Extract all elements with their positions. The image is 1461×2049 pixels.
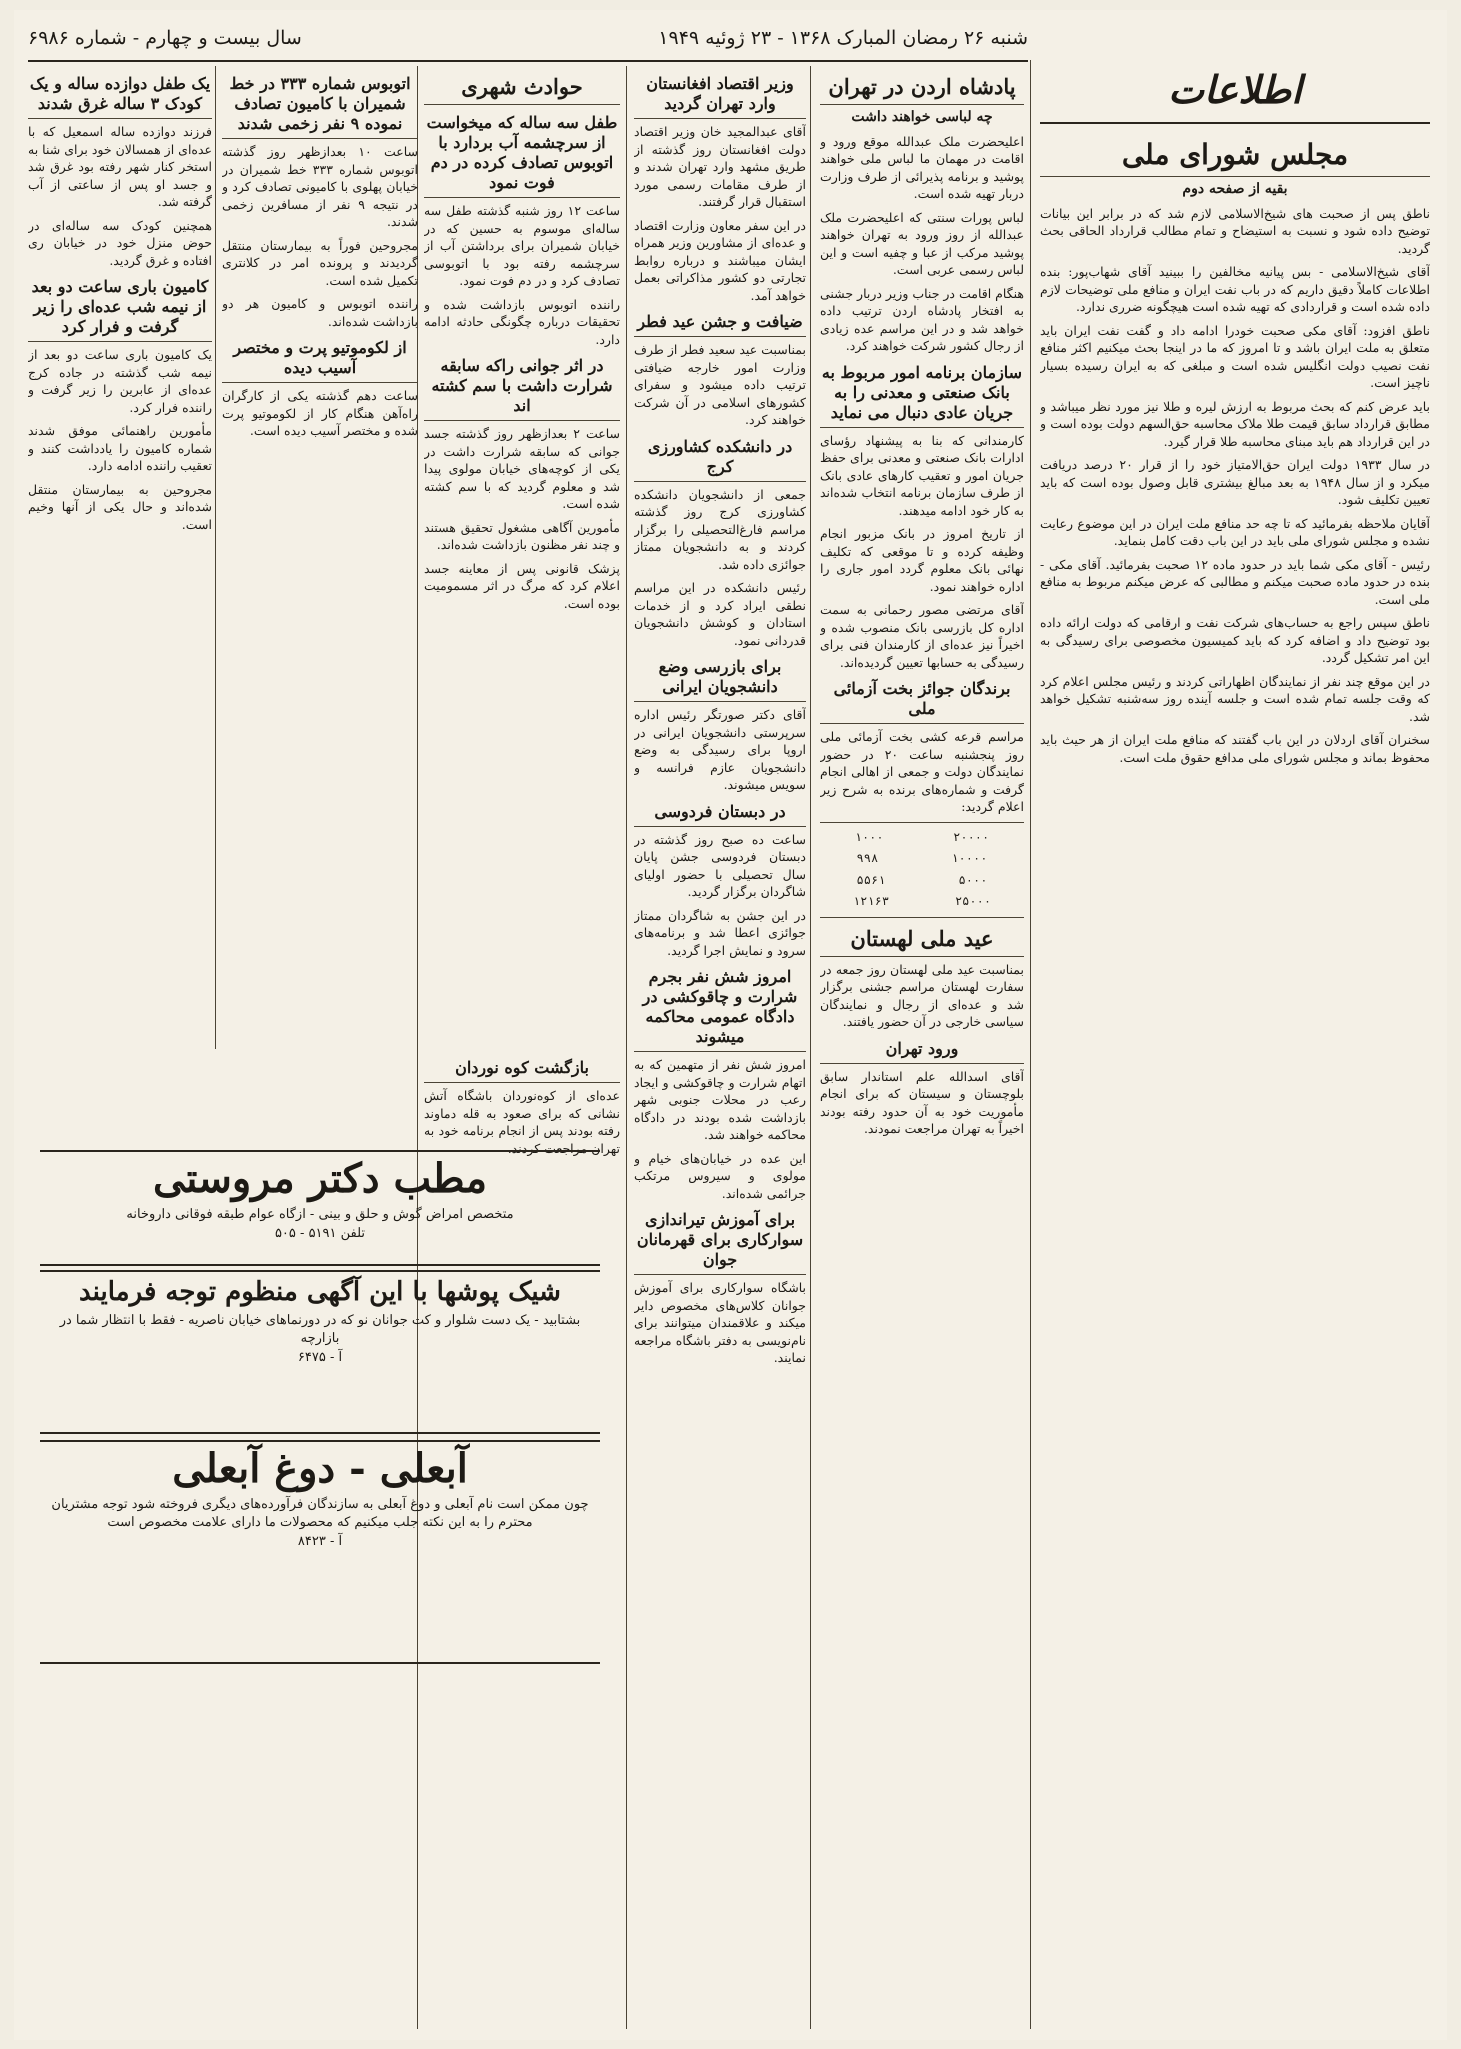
article-paragraph: آقایان ملاحظه بفرمائید که تا چه حد منافع ملت ایران در این موضوع رعایت نشده و مجلس شورای ملی باید در این باب دقت کامل بنماید. [1040,515,1430,548]
article-paragraph: در این جشن به شاگردان ممتاز جوائزی اعطا شد و برنامه‌های سرود و نمایش اجرا گردید. [634,907,806,958]
article-paragraph: امروز شش نفر از متهمین که به اتهام شرارت و چاقوکشی و ایجاد رعب در محلات جنوبی شهر بازداشت شده بودند در دادگاه محاکمه خواهند شد. [634,1057,806,1142]
article-paragraph: سخنران آقای اردلان در این باب گفتند که منافع ملت ایران از هر حیث باید محفوظ بماند و مجلس شورای ملی مدافع حقوق ملت است. [1040,732,1430,765]
ad-clinic-phone: تلفن ۵۱۹۱ - ۵۰۵ [274,1226,366,1241]
lottery-table [820,822,1024,918]
article-paragraph: آقای مرتضی مصور رحمانی به سمت اداره کل بازرسی بانک منصوب شده و اخیراً نیز عده‌ای از کارمندان فنی برای رسیدگی به حسابها تعیین گردیده‌اند. [820,602,1024,670]
article-paragraph: رئیس - آقای مکی شما باید در حدود ماده ۱۲ صحبت بفرمائید. آقای مکی - بنده در حدود ماده صحبت میکنم و مطالبی که عرض میکنم مربوط به منافع ملی است. [1040,556,1430,607]
article-paragraph: آقای عبدالمجید خان وزیر اقتصاد دولت افغانستان روز گذشته از طریق مشهد وارد تهران شدند و از طرف مقامات رسمی مورد استقبال قرار گرفتند. [634,124,806,209]
article-paragraph: یک کامیون باری ساعت دو بعد از نیمه شب گذشته در جاده کرج عده‌ای از عابرین را زیر گرفت و راننده فرار کرد. [28,347,212,415]
article-paragraph: ناطق پس از صحبت های شیخ‌الاسلامی لازم شد که در برابر این بیانات توضیح داده شود و نسبت به استیضاح و تمام مطالب قرارداد الحاقی بحث گردید. [1040,205,1430,256]
article-paragraph: بمناسبت عید ملی لهستان روز جمعه در سفارت لهستان مراسم جشنی برگزار شد و عده‌ای از رجال و نمایندگان سیاسی خارجی در آن حضور یافتند. [820,961,1024,1029]
article-paragraph: هنگام اقامت در جناب وزیر دربار جشنی به افتخار پادشاه اردن ترتیب داده خواهد شد و در این مراسم عده زیادی از رجال کشور شرکت خواهند کرد. [820,285,1024,353]
column-rule [215,66,216,1049]
article-paragraph: باید عرض کنم که بحث مربوط به ارزش لیره و طلا نیز مورد نظر میباشد و مطابق قرارداد سابق قیمت طلا ملاک محاسبه حق‌السهم دولت بوده است و در این قرارداد هم باید مبنای محاسبه طلا قرار گیرد. [1040,398,1430,449]
headline-mountaineers: بازگشت کوه نوردان [424,1058,620,1083]
headline-eid-reception: ضیافت و جشن عید فطر [634,312,806,337]
article-paragraph: مجروحین به بیمارستان منتقل شده‌اند و حال یکی از آنها وخیم است. [28,481,212,532]
article-paragraph: لباس پورات سنتی که اعلیحضرت ملک عبدالله از روز ورود به تهران خواهند پوشید مرکب از عبا و چفیه است و این لباس رسمی عربی است. [820,209,1024,277]
article-paragraph: بمناسبت عید سعید فطر از طرف وزارت امور خارجه ضیافتی ترتیب داده میشود و سفرای کشورهای اسلامی در آن شرکت خواهند کرد. [634,342,806,427]
headline-afghan-minister: وزیر اقتصاد افغانستان وارد تهران گردید [634,74,806,119]
article-paragraph: ساعت ده صبح روز گذشته در دبستان فردوسی جشن پایان سال تحصیلی با حضور اولیای شاگردان برگزار گردید. [634,831,806,899]
column-afghan-minister [634,66,806,2029]
ad-abali-text: چون ممکن است نام آبعلی و دوغ آبعلی به سازندگان فرآورده‌های دیگری فروخته شود توجه مشتریان محترم را به این نکته جلب میکنیم که محصولات ما دارای علامت مخصوص است [51,1497,589,1530]
headline-court: امروز شش نفر بجرم شرارت و چاقوکشی در دادگاه عمومی محاکمه میشوند [634,967,806,1052]
article-paragraph: اعلیحضرت ملک عبدالله موقع ورود و اقامت در مهمان ما لباس ملی خواهند پوشید و برنامه پذیرائی از طرف وزارت دربار تهیه شده است. [820,133,1024,201]
ad-clothing-text: بشتابید - یک دست شلوار و کت جوانان نو که در دورنماهای خیابان ناصریه - فقط با انتظار شما در بازارچه [59,1313,581,1346]
headline-parliament: مجلس شورای ملی [1040,138,1430,177]
article-paragraph: عده‌ای از کوه‌نوردان باشگاه آتش نشانی که برای صعود به قله دماوند رفته بودند پس از انجام برنامه خود به تهران مراجعت کردند. [424,1088,620,1156]
headline-child-bus: طفل سه ساله که میخواست از سرچشمه آب بردارد با اتوبوس تصادف کرده در دم فوت نمود [424,113,620,198]
article-paragraph: آقای اسدالله علم استاندار سابق بلوچستان و سیستان که برای انجام مأموریت خود به آن حدود رفته بودند اخیراً به تهران مراجعت نمودند. [820,1068,1024,1136]
column-bus-accident [222,66,418,1039]
article-paragraph: همچنین کودک سه ساله‌ای در حوض منزل خود در خیابان ری افتاده و غرق گردید. [28,217,212,268]
article-paragraph: در این موقع چند نفر از نمایندگان اظهاراتی کردند و رئیس مجلس اعلام کرد که وقت جلسه تمام شده است و جلسه آینده روز سه‌شنبه تشکیل خواهد شد. [1040,673,1430,724]
headline-locomotive: از لکوموتیو پرت و مختصر آسیب دیده [222,338,418,383]
year-issue: سال بیست و چهارم - شماره ۶۹۸۶ [28,27,302,49]
header-bar [28,16,1028,62]
article-paragraph: راننده اتوبوس بازداشت شده و تحقیقات درباره چگونگی حادثه ادامه دارد. [424,296,620,347]
subhead-continued: بقیه از صفحه دوم [1182,181,1288,197]
headline-poisoned: در اثر جوانی راکه سابقه شرارت داشت با سم کشته اند [424,356,620,421]
headline-city-events: حوادث شهری [424,74,620,105]
article-paragraph: ساعت ۱۰ بعدازظهر روز گذشته اتوبوس شماره ۳۳۳ خط شمیران در خیابان پهلوی با کامیونی تصادف کرد و در نتیجه ۹ نفر از مسافرین زخمی شدند. [222,144,418,229]
table-row [820,870,1024,892]
lottery-prize: ۲۵۰۰۰ [954,894,992,908]
headline-jordan-king: پادشاه اردن در تهران [820,74,1024,105]
ad-abali-phone: آ - ۸۴۲۳ [297,1534,343,1549]
article-paragraph: از تاریخ امروز در بانک مزبور انجام وظیفه کرده و تا موقعی که تکلیف نهائی بانک معلوم گردد امور جاری را اداره خواهند نمود. [820,526,1024,594]
column-rule [626,66,627,2029]
lottery-prize: ۵۰۰۰ [958,872,988,887]
column-rule [810,66,811,2029]
subhead-clothing: چه لباسی خواهند داشت [851,109,993,125]
article-paragraph: در سال ۱۹۳۳ دولت ایران حق‌الامتیاز خود را از قرار ۲۰ درصد دریافت میکرد و از سال ۱۹۴۸ به بعد مبالغ بیشتری قابل وصول بوده است که باید تعیین تکلیف شود. [1040,457,1430,507]
article-paragraph: مراسم قرعه کشی بخت آزمائی ملی روز پنجشنبه ساعت ۲۰ در حضور نمایندگان دولت و جمعی از اهالی انجام گرفت و شماره‌های برنده به شرح زیر اعلام گردید: [820,729,1024,814]
headline-planning-org: سازمان برنامه امور مربوط به بانک صنعتی و معدنی را به جریان عادی دنبال می نماید [820,363,1024,428]
headline-drowning: یک طفل دوازده ساله و یک کودک ۳ ساله غرق شدند [28,74,212,119]
article-paragraph: ساعت دهم گذشته یکی از کارگران راه‌آهن هنگام کار از لکوموتیو پرت شده و مختصر آسیب دیده است. [222,388,418,438]
article-paragraph: این عده در خیابان‌های خیام و مولوی و سیروس مرتکب جرائمی شده‌اند. [634,1150,806,1201]
headline-agri-college: در دانشکده کشاورزی کرج [634,437,806,482]
ad-clothing [40,1270,600,1434]
article-paragraph: باشگاه سوارکاری برای آموزش جوانان کلاس‌های مخصوص دایر میکند و علاقمندان میتوانند برای نام‌نویسی به دفتر باشگاه مراجعه نمایند. [634,1280,806,1365]
ad-clinic [40,1150,600,1266]
date-line: شنبه ۲۶ رمضان المبارک ۱۳۶۸ - ۲۳ ژوئیه ۱۹۴۹ [658,27,1028,49]
ad-clinic-text: متخصص امراض گوش و حلق و بینی - ازگاه عوام طبقه فوقانی داروخانه [126,1207,514,1222]
headline-ferdowsi-school: در دبستان فردوسی [634,802,806,827]
article-paragraph: مأمورین راهنمائی موفق شدند شماره کامیون را یادداشت کنند و تعقیب راننده ادامه دارد. [28,423,212,473]
lottery-number: ۵۵۶۱ [856,872,886,887]
ad-clinic-title: مطب دکتر مروستی [152,1155,488,1202]
article-paragraph: آقای شیخ‌الاسلامی - بس پیانیه مخالفین را ببینید آقای شهاب‌پور: بنده اطلاعات کاملاً دقیق داریم که در باب نفت ایران و منافع ملی توضیحات لازم داده شده است و قراردادی که تهیه شده است هیچگونه ضرری ندارد. [1040,264,1430,314]
lottery-prize: ۲۰۰۰۰ [953,829,990,844]
lottery-prize: ۱۰۰۰۰ [951,851,988,865]
article-paragraph: کارمندانی که بنا به پیشنهاد رؤسای ادارات بانک صنعتی و معدنی برای حفظ جریان امور و تعقیب کارهای عادی بانک از طرف سازمان برنامه انتخاب شده‌اند به کار خود ادامه میدهند. [820,432,1024,518]
article-paragraph: ناطق سپس راجع به حساب‌های شرکت نفت و ارقامی که دولت ارائه داده بود توضیح داد و اضافه کرد که باید کمیسیون مخصوصی برای رسیدگی به این امر تشکیل گردد. [1040,615,1430,665]
headline-arrival: ورود تهران [820,1039,1024,1064]
lottery-number: ۱۲۱۶۳ [852,894,890,908]
ad-clothing-title: شیک پوشها با این آگهی منظوم توجه فرمایند [79,1277,561,1307]
ad-clothing-phone: ۶۴۷۵ - آ [297,1350,343,1365]
table-row [820,891,1024,913]
article-paragraph: راننده اتوبوس و کامیون هر دو بازداشت شده‌اند. [222,296,418,329]
lottery-number: ۹۹۸ [856,851,879,865]
article-paragraph: مجروحین فوراً به بیمارستان منتقل گردیدند و پرونده امر در کلانتری تکمیل شده است. [222,237,418,288]
masthead-title: اطلاعات [1168,66,1302,112]
column-city-events [424,66,620,1039]
article-paragraph: رئیس دانشکده در این مراسم نطقی ایراد کرد و از خدمات استادان و کوشش دانشجویان قدردانی نمود. [634,580,806,648]
table-row [820,827,1024,849]
table-row [820,848,1024,870]
article-paragraph: در این سفر معاون وزارت اقتصاد و عده‌ای از مشاورین وزیر همراه ایشان میباشند و درباره روابط تجارتی دو کشور مذاکراتی بعمل خواهد آمد. [634,217,806,303]
article-paragraph: آقای دکتر صورتگر رئیس اداره سرپرستی دانشجویان ایرانی در اروپا برای رسیدگی به وضع دانشجویان عازم فرانسه و سویس میشوند. [634,707,806,792]
article-paragraph: مأمورین آگاهی مشغول تحقیق هستند و چند نفر مظنون بازداشت شده‌اند. [424,519,620,552]
masthead [1040,56,1430,124]
column-jordan-king [820,66,1024,2029]
column-parliament [1040,130,1430,2029]
article-paragraph: ساعت ۲ بعدازظهر روز گذشته جسد جوانی که سابقه شرارت داشت در یکی از کوچه‌های خیابان مولوی پیدا شد و معلوم گردید که با سم کشته شده است. [424,426,620,511]
ad-abali-title: آبعلی - دوغ آبعلی [172,1445,468,1492]
article-paragraph: پزشک قانونی پس از معاینه جسد اعلام کرد که مرگ در اثر مسمومیت بوده است. [424,560,620,611]
article-paragraph: جمعی از دانشجویان دانشکده کشاورزی کرج روز گذشته مراسم فارغ‌التحصیلی را برگزار کردند و به دانشجویان ممتاز جوائزی داده شد. [634,486,806,572]
article-paragraph: فرزند دوازده ساله اسمعیل که با عده‌ای از همسالان خود برای شنا به استخر کنار شهر رفته بود غرق شد و جسد او پس از ساعتی از آب گرفته شد. [28,124,212,209]
article-paragraph: ساعت ۱۲ روز شنبه گذشته طفل سه ساله‌ای موسوم به حسین که در خیابان شمیران برای برداشتن آب از سرچشمه رفته بود با اتوبوسی تصادف کرد و در دم فوت نمود. [424,203,620,288]
column-drowning [28,66,212,1039]
headline-truck: کامیون باری ساعت دو بعد از نیمه شب عده‌ای را زیر گرفت و فرار کرد [28,277,212,342]
headline-students: برای بازرسی وضع دانشجویان ایرانی [634,657,806,702]
column-rule [1030,60,1031,2029]
headline-bus-accident: اتوبوس شماره ۳۳۳ در خط شمیران با کامیون تصادف نموده ۹ نفر زخمی شدند [222,74,418,139]
lottery-number: ۱۰۰۰ [854,829,884,844]
headline-lottery: برندگان جوائز بخت آزمائی ملی [820,679,1024,724]
headline-riding: برای آموزش تیراندازی سوارکاری برای قهرمانان جوان [634,1210,806,1275]
headline-poland-day: عید ملی لهستان [820,926,1024,957]
ad-abali [40,1440,600,1664]
article-paragraph: ناطق افزود: آقای مکی صحبت خودرا ادامه داد و گفت نفت ایران باید متعلق به ملت ایران باشد و تا امروز که ما در اینجا بحث میکنیم اکثر منافع نفت نصیب دولت انگلیس شده است و مبلغی که به ایران رسیده بسیار ناچیز است. [1040,322,1430,390]
